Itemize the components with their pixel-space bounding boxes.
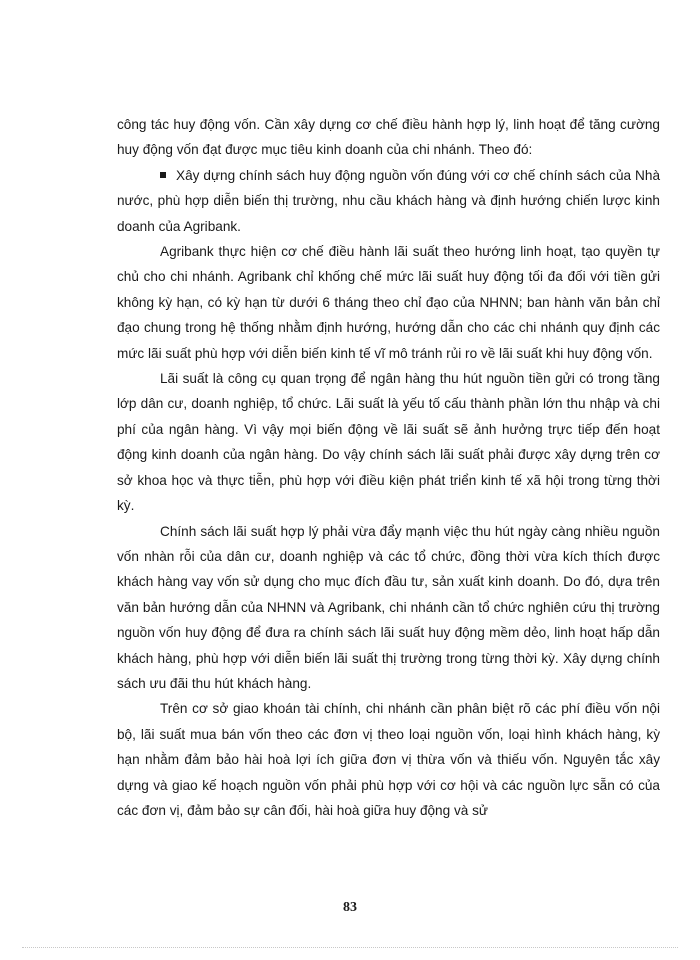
page-number: 83 bbox=[343, 900, 357, 915]
page-bottom-divider bbox=[22, 947, 678, 948]
body-text bbox=[117, 112, 660, 823]
bullet-item bbox=[117, 163, 660, 239]
paragraph-continuation: công tác huy động vốn. Cần xây dựng cơ chế điều hành hợp lý, linh hoạt để tăng cường huy động vốn đạt được mục tiêu kinh doanh của chi nhánh. Theo đó: bbox=[117, 117, 660, 158]
bullet-item-text: Xây dựng chính sách huy động nguồn vốn đúng với cơ chế chính sách của Nhà nước, phù hợp diễn biến thị trường, nhu cầu khách hàng và định hướng chiến lược kinh doanh của Agribank. bbox=[117, 167, 660, 234]
paragraph: Trên cơ sở giao khoán tài chính, chi nhánh cần phân biệt rõ các phí điều vốn nội bộ, lãi suất mua bán vốn theo các đơn vị theo loại nguồn vốn, loại hình khách hàng, kỳ hạn nhằm đảm bảo hài hoà lợi ích giữa đơn vị thừa vốn và thiếu vốn. Nguyên tắc xây dựng và giao kế hoạch nguồn vốn phải phù hợp với cơ hội và các nguồn lực sẵn có của các đơn vị, đảm bảo sự cân đối, hài hoà giữa huy động và sử bbox=[117, 701, 660, 818]
square-bullet-icon bbox=[160, 172, 166, 178]
paragraph: Agribank thực hiện cơ chế điều hành lãi suất theo hướng linh hoạt, tạo quyền tự chủ cho chi nhánh. Agribank chỉ khống chế mức lãi suất huy động tối đa đối với tiền gửi không kỳ hạn, có kỳ hạn từ dưới 6 tháng theo chỉ đạo của NHNN; ban hành văn bản chỉ đạo chung trong hệ thống nhằm định hướng, hướng dẫn cho các chi nhánh quy định các mức lãi suất phù hợp với diễn biến kinh tế vĩ mô tránh rủi ro về lãi suất khi huy động vốn. bbox=[117, 244, 660, 361]
paragraph: Chính sách lãi suất hợp lý phải vừa đẩy mạnh việc thu hút ngày càng nhiều nguồn vốn nhàn rỗi của dân cư, doanh nghiệp và các tổ chức, đồng thời vừa kích thích được khách hàng vay vốn sử dụng cho mục đích đầu tư, sản xuất kinh doanh. Do đó, dựa trên văn bản hướng dẫn của NHNN và Agribank, chi nhánh cần tổ chức nghiên cứu thị trường nguồn vốn huy động để đưa ra chính sách lãi suất huy động mềm dẻo, linh hoạt hấp dẫn khách hàng, phù hợp với diễn biến lãi suất thị trường trong từng thời kỳ. Xây dựng chính sách ưu đãi thu hút khách hàng. bbox=[117, 523, 660, 691]
paragraph: Lãi suất là công cụ quan trọng để ngân hàng thu hút nguồn tiền gửi có trong tầng lớp dân cư, doanh nghiệp, tổ chức. Lãi suất là yếu tố cấu thành phần lớn thu nhập và chi phí của ngân hàng. Vì vậy mọi biến động về lãi suất sẽ ảnh hưởng trực tiếp đến hoạt động kinh doanh của ngân hàng. Do vậy chính sách lãi suất phải được xây dựng trên cơ sở khoa học và thực tiễn, phù hợp với điều kiện phát triển kinh tế xã hội trong từng thời kỳ. bbox=[117, 371, 660, 514]
